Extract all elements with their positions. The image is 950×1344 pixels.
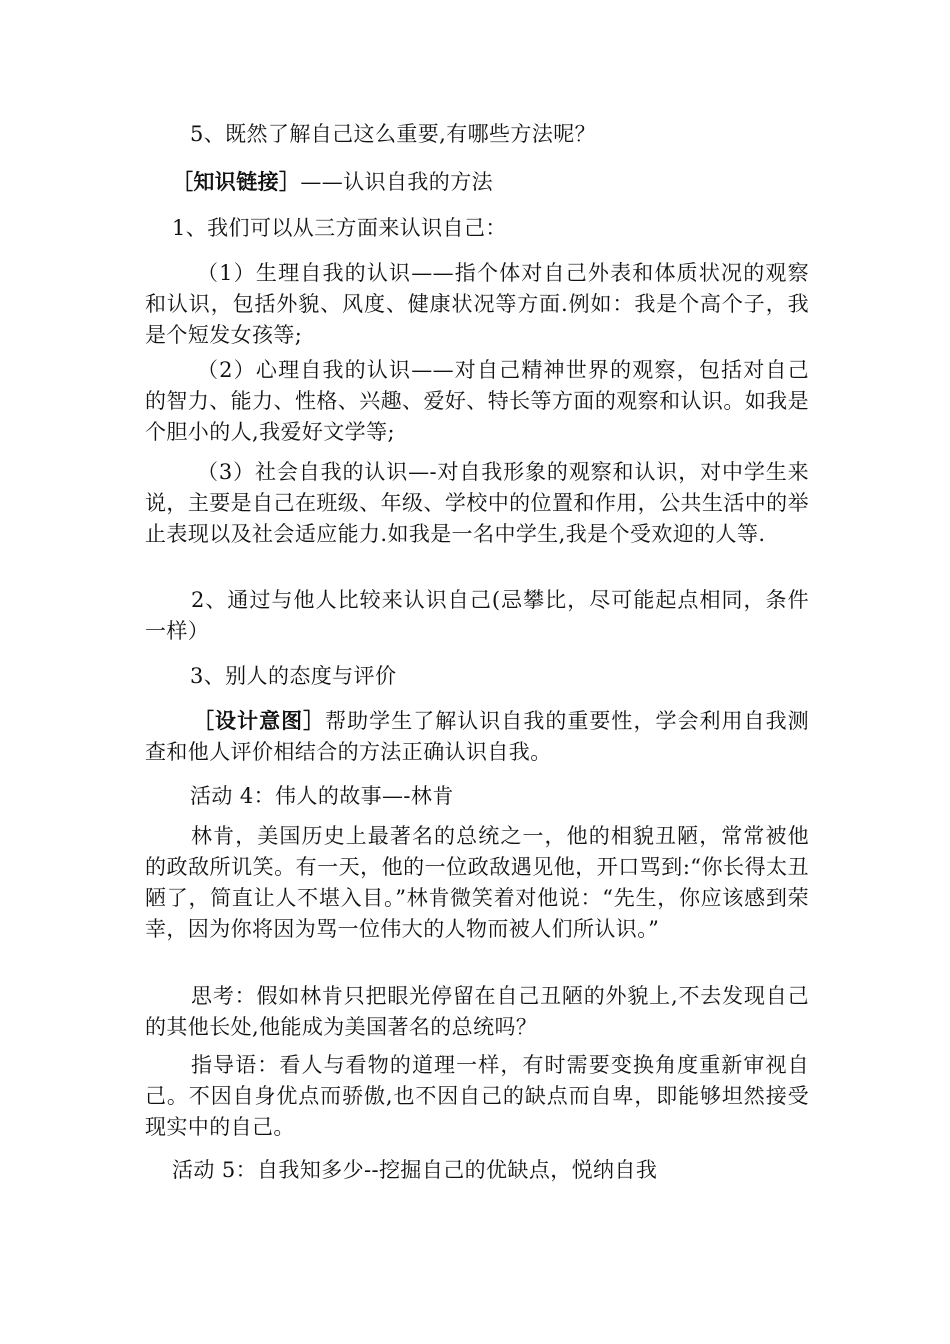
social-self-paragraph: （3）社会自我的认识—-对自我形象的观察和认识，对中学生来说，主要是自己在班级、年级、学校中的位置和作用，公共生活中的举止表现以及社会适应能力.如我是一名中学生,我是个受欢迎的人等. bbox=[145, 460, 809, 546]
design-intent-tag: ［设计意图］ bbox=[193, 708, 326, 733]
mental-self-paragraph: （2）心理自我的认识——对自己精神世界的观察，包括对自己的智力、能力、性格、兴趣、爱好、特长等方面的观察和认识。如我是个胆小的人,我爱好文学等; bbox=[145, 358, 809, 444]
activity-4-title: 活动 4：伟人的故事—-林肯 bbox=[190, 784, 454, 808]
design-intent-text: 帮助学生了解认识自我的重要性，学会利用自我测查和他人评价相结合的方法正确认识自我。 bbox=[145, 709, 809, 764]
knowledge-link-tag: ［知识链接］ bbox=[172, 169, 301, 194]
question-5: 5、既然了解自己这么重要,有哪些方法呢？ bbox=[190, 122, 597, 146]
physical-self-paragraph: （1）生理自我的认识——指个体对自己外表和体质状况的观察和认识，包括外貌、风度、健康状况等方面.例如：我是个高个子，我是个短发女孩等; bbox=[145, 261, 809, 347]
guide-paragraph: 指导语：看人与看物的道理一样，有时需要变换角度重新审视自己。不因自身优点而骄傲,也不因自己的缺点而自卑，即能够坦然接受现实中的自己。 bbox=[145, 1053, 809, 1139]
knowledge-link-heading bbox=[172, 166, 493, 198]
method-1-heading: 1、我们可以从三方面来认识自己： bbox=[172, 216, 507, 240]
method-2-paragraph: 2、通过与他人比较来认识自己(忌攀比，尽可能起点相同，条件一样） bbox=[145, 588, 809, 643]
knowledge-link-title: ——认识自我的方法 bbox=[300, 170, 494, 194]
activity-5-title: 活动 5：自我知多少--挖掘自己的优缺点，悦纳自我 bbox=[172, 1158, 658, 1182]
think-paragraph: 思考：假如林肯只把眼光停留在自己丑陋的外貌上,不去发现自己的其他长处,他能成为美国著名的总统吗？ bbox=[145, 984, 809, 1039]
lincoln-story-paragraph: 林肯，美国历史上最著名的总统之一，他的相貌丑陋，常常被他的政敌所讥笑。有一天，他的一位政敌遇见他，开口骂到:“你长得太丑陋了，简直让人不堪入目。”林肯微笑着对他说：“先生，你应该感到荣幸，因为你将因为骂一位伟大的人物而被人们所认识。” bbox=[145, 824, 809, 941]
method-3-heading: 3、别人的态度与评价 bbox=[190, 664, 397, 688]
design-intent-paragraph bbox=[145, 705, 809, 768]
